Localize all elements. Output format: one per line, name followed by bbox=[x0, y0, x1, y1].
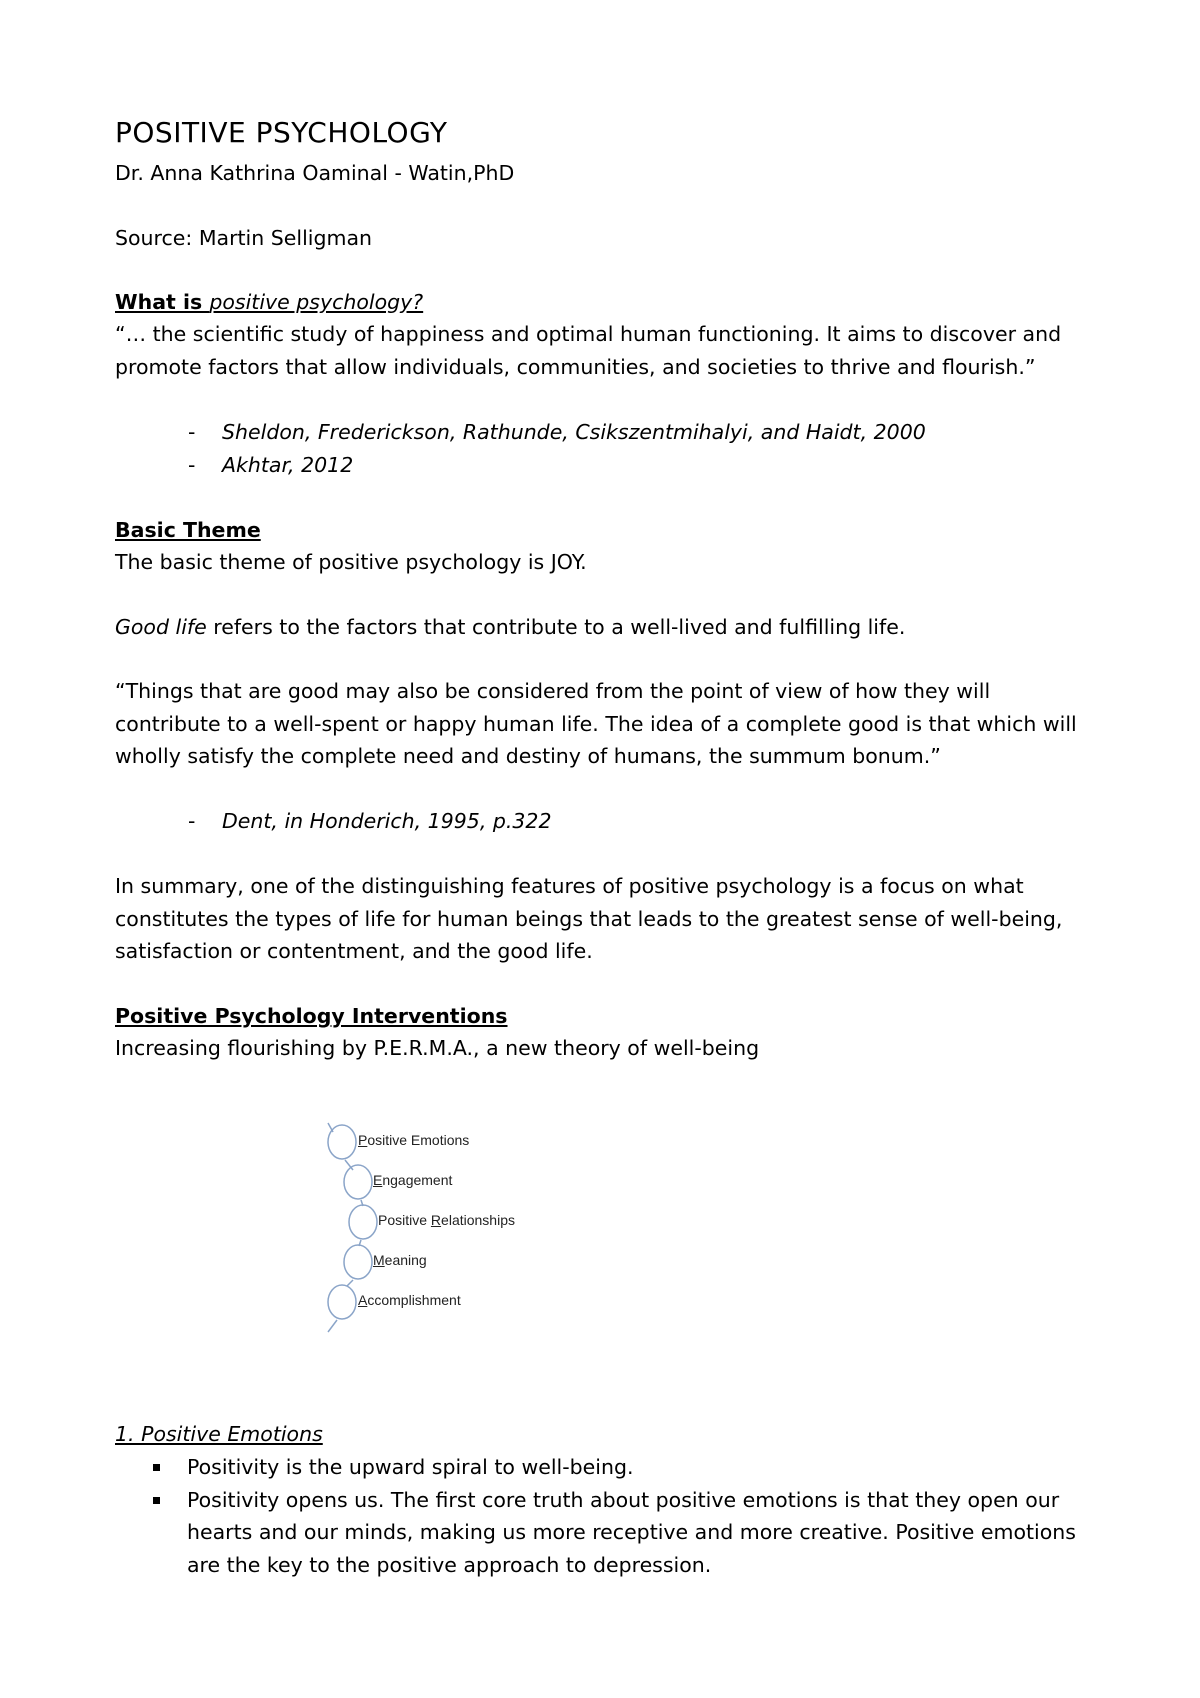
perma-item-positive-emotions: Positive Emotions bbox=[358, 1132, 470, 1148]
good-life-term: Good life bbox=[115, 615, 207, 639]
basic-theme-text: The basic theme of positive psychology is JOY. bbox=[115, 550, 587, 574]
interventions-heading: Positive Psychology Interventions bbox=[115, 1004, 508, 1028]
chain-connector bbox=[328, 1320, 337, 1332]
perma-node-icon bbox=[344, 1165, 372, 1199]
good-life-line bbox=[115, 611, 905, 644]
perma-item-engagement: Engagement bbox=[373, 1172, 453, 1188]
what-is-heading-term: positive psychology? bbox=[209, 290, 424, 314]
section1-heading: 1. Positive Emotions bbox=[115, 1422, 323, 1446]
perma-node-icon bbox=[344, 1245, 372, 1279]
interventions-text: Increasing flourishing by P.E.R.M.A., a new theory of well-being bbox=[115, 1036, 760, 1060]
chain-connector bbox=[347, 1280, 353, 1286]
good-quote: “Things that are good may also be considered from the point of view of how they will contribute to a well-spent or happy human life. The idea of a complete good is that which will wholly satisfy the complete need and destiny of humans, the summum bonum.” bbox=[115, 679, 1077, 768]
summary-paragraph: In summary, one of the distinguishing features of positive psychology is a focus on what constitutes the types of life for human beings that leads to the greatest sense of well-being, satisfaction or contentment, and the good life. bbox=[115, 874, 1063, 963]
bullet-text: Positivity opens us. The first core truth about positive emotions is that they open our hearts and our minds, making us more receptive and more creative. Positive emotions are the key to the positive approach to depression. bbox=[187, 1487, 1076, 1577]
basic-theme-heading: Basic Theme bbox=[115, 518, 261, 542]
author-line: Dr. Anna Kathrina Oaminal - Watin,PhD bbox=[115, 161, 515, 185]
perma-node-icon bbox=[349, 1205, 377, 1239]
citation-item: - Dent, in Honderich, 1995, p.322 bbox=[188, 809, 552, 833]
what-is-heading bbox=[115, 286, 423, 319]
citation-text: Akhtar, 2012 bbox=[222, 453, 354, 477]
document-title: POSITIVE PSYCHOLOGY bbox=[115, 116, 448, 149]
perma-item-meaning: Meaning bbox=[373, 1252, 427, 1268]
perma-node-icon bbox=[328, 1285, 356, 1319]
bullet-square-icon bbox=[153, 1497, 160, 1504]
what-is-heading-prefix: What is bbox=[115, 290, 210, 314]
perma-item-accomplishment: Accomplishment bbox=[358, 1292, 461, 1308]
section1-bullet-list bbox=[150, 1451, 1090, 1581]
bullet-square-icon bbox=[153, 1464, 160, 1471]
source-line: Source: Martin Selligman bbox=[115, 226, 373, 250]
list-item bbox=[150, 1451, 1090, 1484]
citation-text: Dent, in Honderich, 1995, p.322 bbox=[222, 809, 552, 833]
good-life-text: refers to the factors that contribute to a well-lived and fulfilling life. bbox=[206, 615, 906, 639]
citation-item: - Akhtar, 2012 bbox=[188, 453, 354, 477]
perma-diagram bbox=[325, 1120, 585, 1340]
bullet-text: Positivity is the upward spiral to well-being. bbox=[187, 1455, 634, 1479]
definition-quote: “… the scientific study of happiness and optimal human functioning. It aims to discover and promote factors that allow individuals, communities, and societies to thrive and flourish.” bbox=[115, 322, 1062, 379]
perma-item-relationships: Positive Relationships bbox=[378, 1212, 515, 1228]
list-item bbox=[150, 1484, 1090, 1582]
perma-node-icon bbox=[328, 1125, 356, 1159]
citation-text: Sheldon, Frederickson, Rathunde, Csikszentmihalyi, and Haidt, 2000 bbox=[222, 420, 926, 444]
citation-item: - Sheldon, Frederickson, Rathunde, Csikszentmihalyi, and Haidt, 2000 bbox=[188, 420, 926, 444]
